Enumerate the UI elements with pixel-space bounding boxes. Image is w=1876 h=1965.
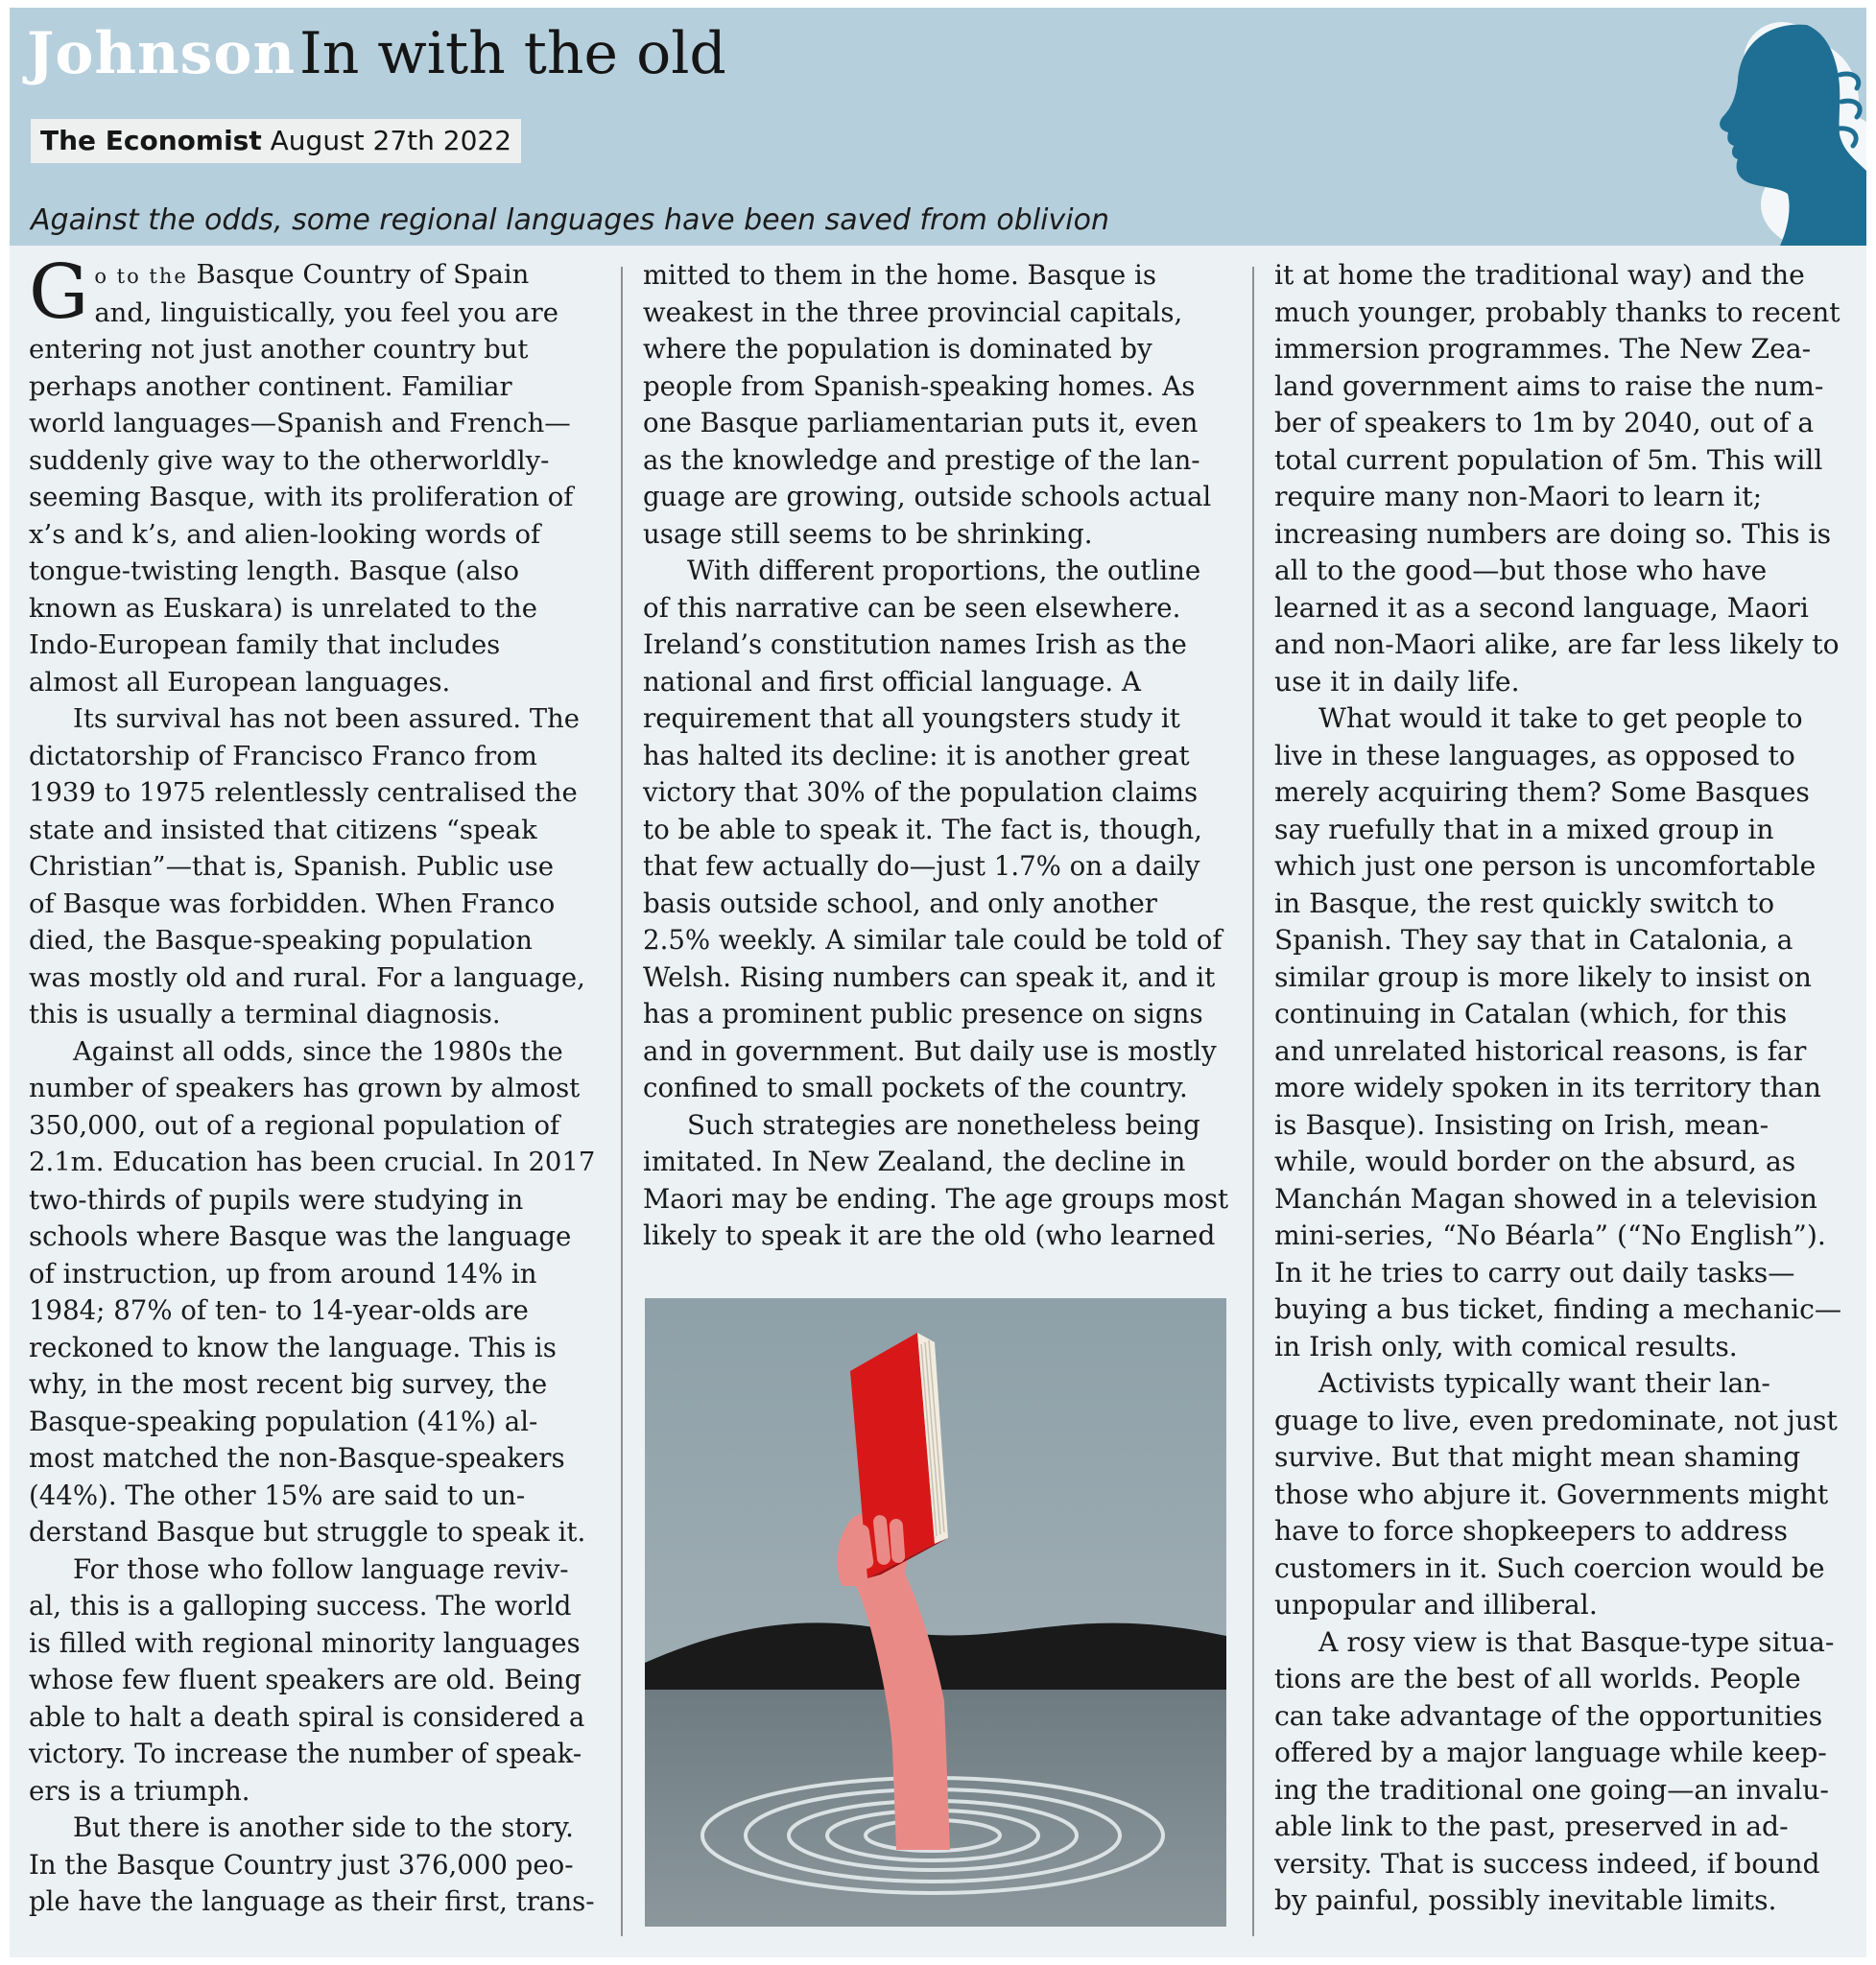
text-line: and in government. But daily use is mostly bbox=[643, 1034, 1217, 1067]
text-line: dictatorship of Francisco Franco from bbox=[29, 741, 537, 771]
text-line: seeming Basque, with its proliferation of bbox=[29, 483, 574, 512]
text-line: while, would border on the absurd, as bbox=[1274, 1146, 1796, 1177]
text-line: national and first official language. A bbox=[643, 665, 1141, 698]
text-line: number of speakers has grown by almost bbox=[29, 1074, 581, 1103]
article-column-1 bbox=[29, 249, 596, 1921]
column-name: Johnson bbox=[27, 20, 297, 87]
text-line: Against all odds, since the 1980s the bbox=[73, 1036, 563, 1067]
text-line: requirement that all youngsters study it bbox=[643, 702, 1180, 734]
text-line: customers in it. Such coercion would be bbox=[1274, 1551, 1825, 1584]
text-line: versity. That is success indeed, if bound bbox=[1274, 1847, 1820, 1880]
text-line: Manchán Magan showed in a television bbox=[1274, 1182, 1817, 1215]
text-line: it at home the traditional way) and the bbox=[1274, 259, 1805, 291]
text-line: has a prominent public presence on signs bbox=[643, 998, 1203, 1030]
text-line: by painful, possibly inevitable limits. bbox=[1274, 1884, 1777, 1916]
text-line: why, in the most recent big survey, the bbox=[29, 1368, 548, 1400]
text-line: have to force shopkeepers to address bbox=[1274, 1515, 1789, 1547]
text-line: derstand Basque but struggle to speak it. bbox=[29, 1516, 586, 1548]
text-line: unpopular and illiberal. bbox=[1274, 1589, 1598, 1621]
text-line: Such strategies are nonetheless being bbox=[687, 1109, 1200, 1141]
text-line: similar group is more likely to insist on bbox=[1274, 960, 1812, 993]
text-line: able link to the past, preserved in ad- bbox=[1274, 1811, 1789, 1842]
text-line: say ruefully that in a mixed group in bbox=[1274, 813, 1774, 845]
text-line: almost all European languages. bbox=[29, 667, 451, 698]
text-line: weakest in the three provincial capitals, bbox=[643, 296, 1183, 328]
publication-date: August 27th 2022 bbox=[270, 125, 512, 156]
text-line: live in these languages, as opposed to bbox=[1274, 739, 1795, 771]
text-line: 1939 to 1975 relentlessly centralised the bbox=[29, 778, 578, 808]
text-line: survive. But that might mean shaming bbox=[1274, 1441, 1801, 1473]
text-line: buying a bus ticket, finding a mechanic— bbox=[1274, 1293, 1842, 1325]
text-line: usage still seems to be shrinking. bbox=[643, 517, 1093, 550]
text-line: Basque Country of Spain bbox=[187, 260, 530, 290]
text-line: and non-Maori alike, are far less likely to bbox=[1274, 628, 1840, 660]
text-line: confined to small pockets of the country. bbox=[643, 1072, 1188, 1103]
text-line: ple have the language as their first, trans- bbox=[29, 1885, 595, 1917]
text-line: schools where Basque was the language bbox=[29, 1220, 572, 1252]
text-line: all to the good—but those who have bbox=[1274, 555, 1768, 586]
text-line: basis outside school, and only another bbox=[643, 887, 1157, 919]
text-line: much younger, probably thanks to recent bbox=[1274, 296, 1840, 328]
text-line: (44%). The other 15% are said to un- bbox=[29, 1479, 526, 1511]
text-line: of instruction, up from around 14% in bbox=[29, 1257, 537, 1290]
text-line: whose few fluent speakers are old. Being bbox=[29, 1664, 582, 1695]
text-line: Welsh. Rising numbers can speak it, and it bbox=[643, 960, 1216, 993]
text-line: entering not just another country but bbox=[29, 335, 529, 365]
column-rule bbox=[1252, 267, 1254, 1936]
text-line: Basque-speaking population (41%) al- bbox=[29, 1405, 538, 1437]
text-line: With different proportions, the outline bbox=[687, 556, 1201, 586]
text-line: Ireland’s constitution names Irish as the bbox=[643, 628, 1187, 660]
text-line: of this narrative can be seen elsewhere. bbox=[643, 591, 1181, 624]
text-line: x’s and k’s, and alien-looking words of bbox=[29, 519, 541, 550]
text-line: victory. To increase the number of speak- bbox=[29, 1738, 582, 1769]
text-line: state and insisted that citizens “speak bbox=[29, 815, 537, 845]
text-line: in Basque, the rest quickly switch to bbox=[1274, 887, 1775, 919]
johnson-portrait-icon bbox=[1674, 8, 1866, 246]
article-column-3 bbox=[1274, 257, 1841, 1920]
lead-in: o to the bbox=[94, 265, 188, 288]
text-line: 350,000, out of a regional population of bbox=[29, 1110, 560, 1141]
text-line: merely acquiring them? Some Basques bbox=[1274, 776, 1810, 808]
text-line: require many non-Maori to learn it; bbox=[1274, 481, 1763, 512]
text-line: tions are the best of all worlds. People bbox=[1274, 1663, 1801, 1694]
text-line: tongue-twisting length. Basque (also bbox=[29, 556, 519, 586]
text-line: this is usually a terminal diagnosis. bbox=[29, 1000, 501, 1030]
text-line: is filled with regional minority languages bbox=[29, 1626, 581, 1659]
text-line: two-thirds of pupils were studying in bbox=[29, 1183, 524, 1216]
text-line: able to halt a death spiral is considered a bbox=[29, 1700, 585, 1733]
text-line: What would it take to get people to bbox=[1318, 702, 1803, 734]
text-line: A rosy view is that Basque-type situa- bbox=[1318, 1625, 1835, 1658]
text-line: imitated. In New Zealand, the decline in bbox=[643, 1146, 1186, 1177]
text-line: In it he tries to carry out daily tasks— bbox=[1274, 1256, 1795, 1289]
text-line: where the population is dominated by bbox=[643, 333, 1152, 365]
text-line: In the Basque Country just 376,000 peo- bbox=[29, 1848, 574, 1881]
text-line: known as Euskara) is unrelated to the bbox=[29, 593, 537, 624]
text-line: has halted its decline: it is another great bbox=[643, 739, 1190, 771]
text-line: Christian”—that is, Spanish. Public use bbox=[29, 852, 555, 882]
text-line: 2.1m. Education has been crucial. In 2017 bbox=[29, 1148, 596, 1177]
publication-name: The Economist bbox=[40, 125, 262, 156]
text-line: suddenly give way to the otherworldly- bbox=[29, 445, 550, 476]
text-line: likely to speak it are the old (who learned bbox=[643, 1219, 1216, 1251]
rubric: Against the odds, some regional languages have been saved from oblivion bbox=[31, 203, 1109, 237]
text-line: learned it as a second language, Maori bbox=[1274, 591, 1809, 624]
column-rule bbox=[621, 267, 623, 1936]
text-line: that few actually do—just 1.7% on a daily bbox=[643, 850, 1200, 882]
text-line: continuing in Catalan (which, for this bbox=[1274, 998, 1788, 1030]
text-line: most matched the non-Basque-speakers bbox=[29, 1442, 565, 1474]
text-line: Activists typically want their lan- bbox=[1318, 1367, 1770, 1399]
text-line: one Basque parliamentarian puts it, even bbox=[643, 407, 1199, 438]
text-line: ing the traditional one going—an invalu- bbox=[1274, 1773, 1829, 1806]
text-line: mitted to them in the home. Basque is bbox=[643, 259, 1156, 291]
text-line: immersion programmes. The New Zea- bbox=[1274, 333, 1812, 365]
book-rescue-illustration bbox=[645, 1298, 1226, 1927]
text-line: world languages—Spanish and French— bbox=[29, 409, 571, 438]
text-line: and unrelated historical reasons, is far bbox=[1274, 1034, 1807, 1067]
article-column-2 bbox=[643, 257, 1228, 1255]
text-line: guage to live, even predominate, not just bbox=[1274, 1404, 1838, 1436]
text-line: can take advantage of the opportunities bbox=[1274, 1699, 1823, 1732]
text-line: For those who follow language reviv- bbox=[73, 1553, 569, 1585]
text-line: Indo-European family that includes bbox=[29, 630, 501, 660]
text-line: in Irish only, with comical results. bbox=[1274, 1330, 1738, 1362]
text-line: as the knowledge and prestige of the lan- bbox=[643, 443, 1200, 476]
text-line: people from Spanish-speaking homes. As bbox=[643, 369, 1196, 402]
text-line: al, this is a galloping success. The world bbox=[29, 1590, 572, 1622]
text-line: and, linguistically, you feel you are bbox=[94, 297, 558, 328]
text-line: guage are growing, outside schools actual bbox=[643, 481, 1212, 512]
text-line: 1984; 87% of ten- to 14-year-olds are bbox=[29, 1294, 529, 1326]
text-line: Spanish. They say that in Catalonia, a bbox=[1274, 924, 1793, 956]
text-line: use it in daily life. bbox=[1274, 665, 1520, 698]
article-page bbox=[10, 8, 1866, 1957]
text-line: to be able to speak it. The fact is, though, bbox=[643, 813, 1202, 845]
text-line: perhaps another continent. Familiar bbox=[29, 371, 512, 402]
drop-cap: G bbox=[29, 249, 89, 336]
text-line: ers is a triumph. bbox=[29, 1774, 250, 1807]
text-line: mini-series, “No Béarla” (“No English”). bbox=[1274, 1219, 1826, 1251]
text-line: But there is another side to the story. bbox=[73, 1812, 574, 1843]
text-line: Its survival has not been assured. The bbox=[73, 704, 580, 734]
text-line: reckoned to know the language. This is bbox=[29, 1331, 557, 1363]
text-line: those who abjure it. Governments might bbox=[1274, 1478, 1829, 1510]
text-line: total current population of 5m. This will bbox=[1274, 443, 1823, 476]
text-line: of Basque was forbidden. When Franco bbox=[29, 888, 556, 919]
text-line: more widely spoken in its territory than bbox=[1274, 1072, 1821, 1103]
text-line: which just one person is uncomfortable bbox=[1274, 850, 1817, 882]
text-line: land government aims to raise the num- bbox=[1274, 369, 1824, 402]
text-line: was mostly old and rural. For a language, bbox=[29, 962, 585, 993]
text-line: increasing numbers are doing so. This is bbox=[1274, 517, 1832, 550]
headline: In with the old bbox=[299, 20, 726, 87]
text-line: Maori may be ending. The age groups most bbox=[643, 1182, 1229, 1215]
text-line: ber of speakers to 1m by 2040, out of a bbox=[1274, 407, 1815, 438]
text-line: died, the Basque-speaking population bbox=[29, 926, 533, 956]
text-line: is Basque). Insisting on Irish, mean- bbox=[1274, 1108, 1769, 1141]
text-line: 2.5% weekly. A similar tale could be told of bbox=[643, 924, 1223, 956]
masthead bbox=[31, 119, 521, 163]
text-line: offered by a major language while keep- bbox=[1274, 1737, 1827, 1768]
text-line: victory that 30% of the population claims bbox=[643, 776, 1199, 808]
article-header bbox=[10, 8, 1866, 246]
